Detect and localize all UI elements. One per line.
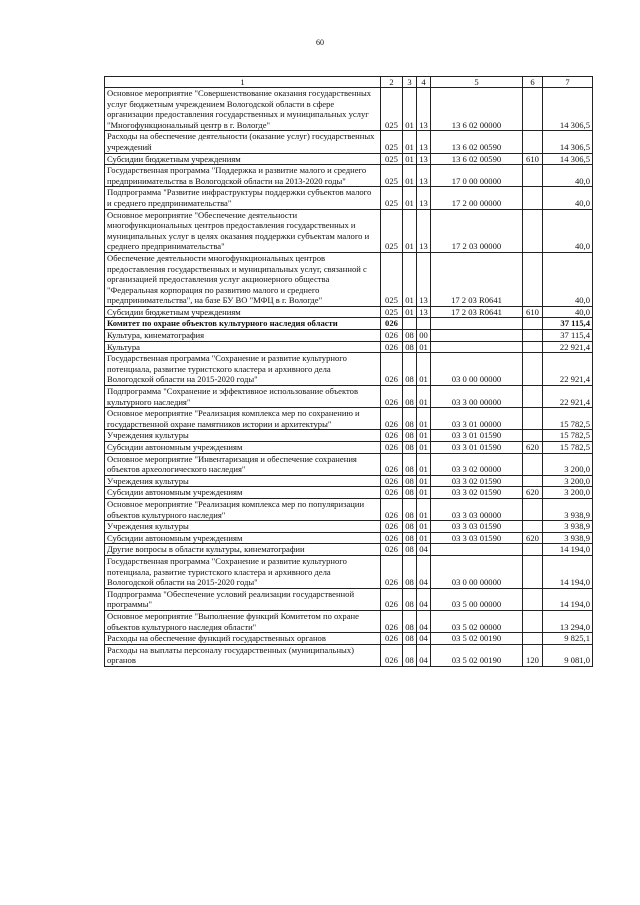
section-code-cell: 01 xyxy=(403,306,417,318)
expense-type-cell xyxy=(523,633,543,645)
target-article-cell: 03 3 00 00000 xyxy=(431,386,523,408)
section-code-cell: 08 xyxy=(403,430,417,442)
table-row xyxy=(105,487,593,499)
section-code-cell: 01 xyxy=(403,187,417,209)
expense-type-cell xyxy=(523,386,543,408)
expense-type-cell xyxy=(523,341,543,353)
target-article-cell: 13 6 02 00590 xyxy=(431,131,523,153)
expense-type-cell xyxy=(523,544,543,556)
subsection-code-cell: 04 xyxy=(417,633,431,645)
target-article-cell xyxy=(431,318,523,330)
subsection-code-cell: 04 xyxy=(417,544,431,556)
chapter-code-cell: 025 xyxy=(381,165,403,187)
section-code-cell: 08 xyxy=(403,588,417,610)
table-row xyxy=(105,341,593,353)
target-article-cell: 17 2 03 R0641 xyxy=(431,252,523,306)
header-row xyxy=(105,77,593,88)
table-row xyxy=(105,475,593,487)
chapter-code-cell: 026 xyxy=(381,532,403,544)
target-article-cell: 03 3 01 01590 xyxy=(431,442,523,454)
amount-cell: 15 782,5 xyxy=(543,408,593,430)
target-article-cell: 17 2 03 00000 xyxy=(431,209,523,252)
expense-type-cell: 610 xyxy=(523,306,543,318)
section-code-cell: 08 xyxy=(403,475,417,487)
table-row xyxy=(105,633,593,645)
section-code-cell: 01 xyxy=(403,88,417,131)
subsection-code-cell: 01 xyxy=(417,353,431,386)
table-row xyxy=(105,131,593,153)
amount-cell: 14 194,0 xyxy=(543,555,593,588)
section-code-cell: 08 xyxy=(403,408,417,430)
section-code-cell: 08 xyxy=(403,453,417,475)
expense-type-cell xyxy=(523,588,543,610)
target-article-cell xyxy=(431,330,523,342)
section-code-cell: 08 xyxy=(403,487,417,499)
amount-cell: 14 194,0 xyxy=(543,544,593,556)
amount-cell: 40,0 xyxy=(543,306,593,318)
expense-type-cell xyxy=(523,209,543,252)
subsection-code-cell: 04 xyxy=(417,610,431,632)
header-col-2: 2 xyxy=(381,77,403,88)
chapter-code-cell: 025 xyxy=(381,306,403,318)
section-code-cell: 01 xyxy=(403,165,417,187)
table-row xyxy=(105,187,593,209)
subsection-code-cell: 13 xyxy=(417,165,431,187)
target-article-cell: 03 5 00 00000 xyxy=(431,588,523,610)
table-row xyxy=(105,88,593,131)
amount-cell: 40,0 xyxy=(543,187,593,209)
amount-cell: 3 938,9 xyxy=(543,498,593,520)
row-name-cell: Основное мероприятие "Совершенствование оказания государственных услуг бюджетным учреждением Вологодской области в сфере организации предоставления государственных и муниципальных услуг "Многофункциональный центр в г. Вологде" xyxy=(105,88,381,131)
table-row xyxy=(105,209,593,252)
row-name-cell: Комитет по охране объектов культурного наследия области xyxy=(105,318,381,330)
row-name-cell: Основное мероприятие "Реализация комплекса мер по сохранению и государственной охране памятников истории и архитектуры" xyxy=(105,408,381,430)
section-code-cell: 08 xyxy=(403,386,417,408)
row-name-cell: Культура xyxy=(105,341,381,353)
expense-type-cell xyxy=(523,475,543,487)
header-col-5: 5 xyxy=(431,77,523,88)
target-article-cell: 03 3 02 01590 xyxy=(431,487,523,499)
subsection-code-cell xyxy=(417,318,431,330)
target-article-cell: 03 3 01 00000 xyxy=(431,408,523,430)
chapter-code-cell: 025 xyxy=(381,88,403,131)
header-col-1: 1 xyxy=(105,77,381,88)
amount-cell: 13 294,0 xyxy=(543,610,593,632)
amount-cell: 14 306,5 xyxy=(543,88,593,131)
chapter-code-cell: 026 xyxy=(381,453,403,475)
amount-cell: 22 921,4 xyxy=(543,353,593,386)
chapter-code-cell: 026 xyxy=(381,588,403,610)
table-row xyxy=(105,306,593,318)
expense-type-cell xyxy=(523,408,543,430)
expense-type-cell: 120 xyxy=(523,644,543,666)
subsection-code-cell: 01 xyxy=(417,430,431,442)
section-code-cell: 08 xyxy=(403,341,417,353)
row-name-cell: Расходы на обеспечение деятельности (оказание услуг) государственных учреждений xyxy=(105,131,381,153)
row-name-cell: Государственная программа "Поддержка и развитие малого и среднего предпринимательства в Вологодской области на 2013-2020 годы" xyxy=(105,165,381,187)
expense-type-cell xyxy=(523,521,543,533)
chapter-code-cell: 026 xyxy=(381,386,403,408)
section-code-cell: 08 xyxy=(403,521,417,533)
table-row xyxy=(105,430,593,442)
table-row xyxy=(105,588,593,610)
amount-cell: 3 938,9 xyxy=(543,532,593,544)
section-code-cell: 08 xyxy=(403,330,417,342)
row-name-cell: Основное мероприятие "Реализация комплекса мер по популяризации объектов культурного наследия" xyxy=(105,498,381,520)
section-code-cell: 01 xyxy=(403,153,417,165)
row-name-cell: Основное мероприятие "Выполнение функций Комитетом по охране объектов культурного наследия области" xyxy=(105,610,381,632)
table-row xyxy=(105,318,593,330)
subsection-code-cell: 01 xyxy=(417,475,431,487)
table-row xyxy=(105,442,593,454)
chapter-code-cell: 025 xyxy=(381,252,403,306)
subsection-code-cell: 01 xyxy=(417,521,431,533)
chapter-code-cell: 026 xyxy=(381,555,403,588)
target-article-cell: 17 0 00 00000 xyxy=(431,165,523,187)
section-code-cell: 08 xyxy=(403,353,417,386)
section-code-cell: 01 xyxy=(403,209,417,252)
row-name-cell: Основное мероприятие "Инвентаризация и обеспечение сохранения объектов археологического наследия" xyxy=(105,453,381,475)
page-number: 60 xyxy=(316,38,324,47)
chapter-code-cell: 026 xyxy=(381,521,403,533)
target-article-cell: 03 3 01 01590 xyxy=(431,430,523,442)
chapter-code-cell: 026 xyxy=(381,341,403,353)
target-article-cell xyxy=(431,341,523,353)
expense-type-cell xyxy=(523,353,543,386)
section-code-cell: 08 xyxy=(403,532,417,544)
subsection-code-cell: 01 xyxy=(417,408,431,430)
table-row xyxy=(105,544,593,556)
subsection-code-cell: 04 xyxy=(417,555,431,588)
chapter-code-cell: 026 xyxy=(381,430,403,442)
subsection-code-cell: 13 xyxy=(417,187,431,209)
row-name-cell: Подпрограмма "Обеспечение условий реализации государственной программы" xyxy=(105,588,381,610)
table-row xyxy=(105,165,593,187)
section-code-cell: 08 xyxy=(403,544,417,556)
amount-cell: 3 938,9 xyxy=(543,521,593,533)
chapter-code-cell: 026 xyxy=(381,544,403,556)
subsection-code-cell: 13 xyxy=(417,131,431,153)
row-name-cell: Подпрограмма "Сохранение и эффективное использование объектов культурного наследия" xyxy=(105,386,381,408)
chapter-code-cell: 026 xyxy=(381,330,403,342)
section-code-cell: 08 xyxy=(403,644,417,666)
subsection-code-cell: 01 xyxy=(417,341,431,353)
target-article-cell: 03 3 03 00000 xyxy=(431,498,523,520)
table-row xyxy=(105,453,593,475)
table-row xyxy=(105,252,593,306)
subsection-code-cell: 13 xyxy=(417,88,431,131)
section-code-cell: 01 xyxy=(403,252,417,306)
subsection-code-cell: 01 xyxy=(417,487,431,499)
section-code-cell: 01 xyxy=(403,131,417,153)
section-code-cell: 08 xyxy=(403,498,417,520)
target-article-cell: 03 3 02 01590 xyxy=(431,475,523,487)
target-article-cell: 17 2 00 00000 xyxy=(431,187,523,209)
expense-type-cell xyxy=(523,165,543,187)
expense-type-cell: 620 xyxy=(523,487,543,499)
header-col-3: 3 xyxy=(403,77,417,88)
header-col-7: 7 xyxy=(543,77,593,88)
amount-cell: 37 115,4 xyxy=(543,318,593,330)
row-name-cell: Расходы на обеспечение функций государственных органов xyxy=(105,633,381,645)
amount-cell: 40,0 xyxy=(543,252,593,306)
row-name-cell: Обеспечение деятельности многофункциональных центров предоставления государственных и муниципальных услуг, связанной с организацией предоставления услуг акционерного общества "Федеральная корпорация по развитию малого и среднего предпринимательства", на базе БУ ВО "МФЦ в г. Вологде" xyxy=(105,252,381,306)
target-article-cell xyxy=(431,544,523,556)
expense-type-cell xyxy=(523,453,543,475)
section-code-cell xyxy=(403,318,417,330)
expense-type-cell xyxy=(523,430,543,442)
target-article-cell: 03 0 00 00000 xyxy=(431,353,523,386)
subsection-code-cell: 01 xyxy=(417,498,431,520)
expense-type-cell: 610 xyxy=(523,153,543,165)
section-code-cell: 08 xyxy=(403,610,417,632)
expense-type-cell xyxy=(523,498,543,520)
header-col-6: 6 xyxy=(523,77,543,88)
amount-cell: 37 115,4 xyxy=(543,330,593,342)
expense-type-cell: 620 xyxy=(523,442,543,454)
section-code-cell: 08 xyxy=(403,555,417,588)
chapter-code-cell: 026 xyxy=(381,487,403,499)
chapter-code-cell: 025 xyxy=(381,153,403,165)
expense-type-cell xyxy=(523,131,543,153)
amount-cell: 3 200,0 xyxy=(543,487,593,499)
amount-cell: 14 194,0 xyxy=(543,588,593,610)
table-row xyxy=(105,353,593,386)
chapter-code-cell: 026 xyxy=(381,633,403,645)
table-row xyxy=(105,521,593,533)
chapter-code-cell: 026 xyxy=(381,475,403,487)
expense-type-cell xyxy=(523,252,543,306)
subsection-code-cell: 13 xyxy=(417,153,431,165)
amount-cell: 14 306,5 xyxy=(543,153,593,165)
subsection-code-cell: 13 xyxy=(417,252,431,306)
chapter-code-cell: 026 xyxy=(381,318,403,330)
row-name-cell: Субсидии бюджетным учреждениям xyxy=(105,306,381,318)
expense-type-cell: 620 xyxy=(523,532,543,544)
row-name-cell: Подпрограмма "Развитие инфраструктуры поддержки субъектов малого и среднего предпринимательства" xyxy=(105,187,381,209)
expense-type-cell xyxy=(523,555,543,588)
amount-cell: 9 825,1 xyxy=(543,633,593,645)
section-code-cell: 08 xyxy=(403,633,417,645)
target-article-cell: 03 5 02 00190 xyxy=(431,633,523,645)
amount-cell: 22 921,4 xyxy=(543,341,593,353)
amount-cell: 3 200,0 xyxy=(543,475,593,487)
amount-cell: 3 200,0 xyxy=(543,453,593,475)
row-name-cell: Культура, кинематография xyxy=(105,330,381,342)
table-row xyxy=(105,408,593,430)
row-name-cell: Государственная программа "Сохранение и развитие культурного потенциала, развитие туристского кластера и архивного дела Вологодской области на 2015-2020 годы" xyxy=(105,353,381,386)
amount-cell: 40,0 xyxy=(543,165,593,187)
expense-type-cell xyxy=(523,330,543,342)
subsection-code-cell: 00 xyxy=(417,330,431,342)
expense-type-cell xyxy=(523,88,543,131)
target-article-cell: 13 6 02 00590 xyxy=(431,153,523,165)
row-name-cell: Субсидии бюджетным учреждениям xyxy=(105,153,381,165)
subsection-code-cell: 13 xyxy=(417,306,431,318)
row-name-cell: Основное мероприятие "Обеспечение деятельности многофункциональных центров предоставления государственных и муниципальных услуг в целях оказания поддержки субъектам малого и среднего предпринимательства" xyxy=(105,209,381,252)
subsection-code-cell: 04 xyxy=(417,644,431,666)
amount-cell: 22 921,4 xyxy=(543,386,593,408)
row-name-cell: Учреждения культуры xyxy=(105,475,381,487)
subsection-code-cell: 01 xyxy=(417,442,431,454)
target-article-cell: 03 3 03 01590 xyxy=(431,521,523,533)
amount-cell: 15 782,5 xyxy=(543,442,593,454)
chapter-code-cell: 026 xyxy=(381,644,403,666)
budget-table xyxy=(104,76,593,667)
subsection-code-cell: 01 xyxy=(417,453,431,475)
chapter-code-cell: 025 xyxy=(381,209,403,252)
row-name-cell: Другие вопросы в области культуры, кинематографии xyxy=(105,544,381,556)
expense-type-cell xyxy=(523,187,543,209)
chapter-code-cell: 025 xyxy=(381,131,403,153)
table-row xyxy=(105,330,593,342)
chapter-code-cell: 026 xyxy=(381,408,403,430)
row-name-cell: Государственная программа "Сохранение и развитие культурного потенциала, развитие туристского кластера и архивного дела Вологодской области на 2015-2020 годы" xyxy=(105,555,381,588)
section-code-cell: 08 xyxy=(403,442,417,454)
table-row xyxy=(105,153,593,165)
expense-type-cell xyxy=(523,610,543,632)
table-row xyxy=(105,386,593,408)
target-article-cell: 13 6 02 00000 xyxy=(431,88,523,131)
row-name-cell: Субсидии автономным учреждениям xyxy=(105,442,381,454)
amount-cell: 40,0 xyxy=(543,209,593,252)
header-col-4: 4 xyxy=(417,77,431,88)
row-name-cell: Субсидии автономным учреждениям xyxy=(105,487,381,499)
amount-cell: 15 782,5 xyxy=(543,430,593,442)
chapter-code-cell: 025 xyxy=(381,187,403,209)
table-row xyxy=(105,498,593,520)
row-name-cell: Субсидии автономным учреждениям xyxy=(105,532,381,544)
target-article-cell: 03 0 00 00000 xyxy=(431,555,523,588)
table-row xyxy=(105,610,593,632)
subsection-code-cell: 04 xyxy=(417,588,431,610)
amount-cell: 9 081,0 xyxy=(543,644,593,666)
row-name-cell: Учреждения культуры xyxy=(105,430,381,442)
target-article-cell: 03 3 03 01590 xyxy=(431,532,523,544)
subsection-code-cell: 01 xyxy=(417,386,431,408)
subsection-code-cell: 13 xyxy=(417,209,431,252)
row-name-cell: Расходы на выплаты персоналу государственных (муниципальных) органов xyxy=(105,644,381,666)
subsection-code-cell: 01 xyxy=(417,532,431,544)
chapter-code-cell: 026 xyxy=(381,610,403,632)
chapter-code-cell: 026 xyxy=(381,353,403,386)
table-row xyxy=(105,644,593,666)
chapter-code-cell: 026 xyxy=(381,442,403,454)
table-row xyxy=(105,532,593,544)
target-article-cell: 03 5 02 00190 xyxy=(431,644,523,666)
expense-type-cell xyxy=(523,318,543,330)
row-name-cell: Учреждения культуры xyxy=(105,521,381,533)
target-article-cell: 03 5 02 00000 xyxy=(431,610,523,632)
amount-cell: 14 306,5 xyxy=(543,131,593,153)
target-article-cell: 17 2 03 R0641 xyxy=(431,306,523,318)
target-article-cell: 03 3 02 00000 xyxy=(431,453,523,475)
table-row xyxy=(105,555,593,588)
chapter-code-cell: 026 xyxy=(381,498,403,520)
